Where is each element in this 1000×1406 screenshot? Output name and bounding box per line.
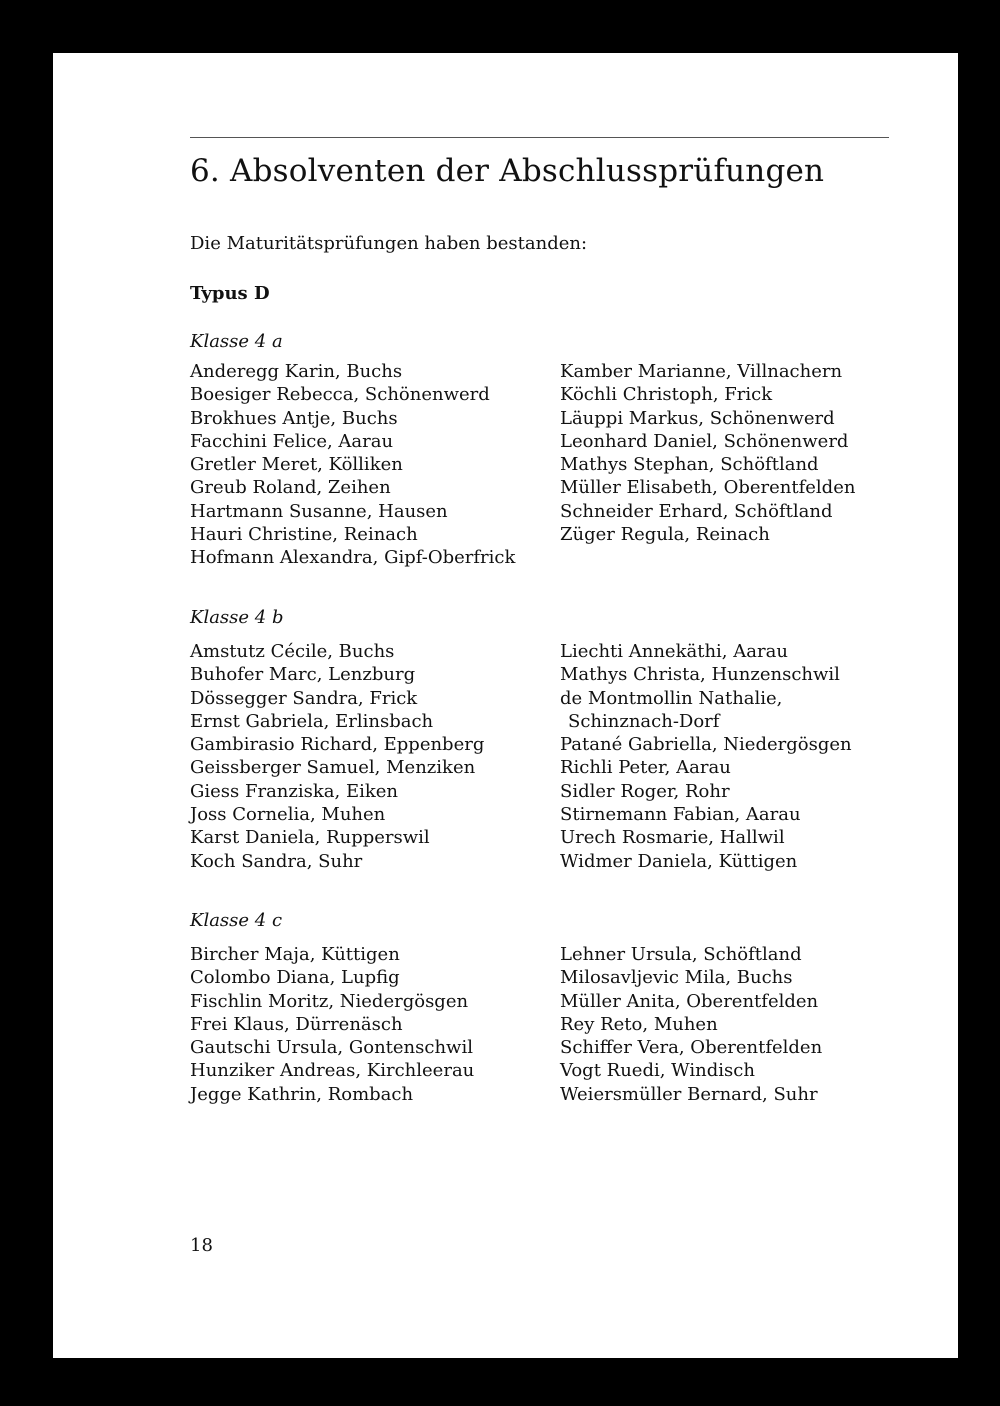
list-item: Lehner Ursula, Schöftland xyxy=(560,944,802,965)
list-item: Bircher Maja, Küttigen xyxy=(190,944,400,965)
top-rule xyxy=(190,137,889,138)
list-item: Richli Peter, Aarau xyxy=(560,757,731,779)
list-item: Vogt Ruedi, Windisch xyxy=(560,1060,755,1082)
list-item: Koch Sandra, Suhr xyxy=(190,850,363,872)
list-item: Ernst Gabriela, Erlinsbach xyxy=(190,710,434,732)
list-item: Läuppi Markus, Schönenwerd xyxy=(560,407,835,429)
list-item: Gretler Meret, Kölliken xyxy=(190,454,403,476)
list-item: de Montmollin Nathalie, xyxy=(560,687,783,709)
list-item: Geissberger Samuel, Menziken xyxy=(190,757,476,779)
class-4c-left-list xyxy=(190,943,474,1106)
list-item: Weiersmüller Bernard, Suhr xyxy=(560,1083,818,1105)
section-heading: 6. Absolventen der Abschlussprüfungen xyxy=(190,153,825,189)
document-page xyxy=(53,53,958,1358)
list-item: Buhofer Marc, Lenzburg xyxy=(190,664,416,686)
list-item: Stirnemann Fabian, Aarau xyxy=(560,804,801,826)
list-item: Hunziker Andreas, Kirchleerau xyxy=(190,1060,475,1082)
list-item: Jegge Kathrin, Rombach xyxy=(190,1083,414,1105)
list-item: Liechti Annekäthi, Aarau xyxy=(560,641,788,662)
list-item: Köchli Christoph, Frick xyxy=(560,384,773,406)
list-item: Milosavljevic Mila, Buchs xyxy=(560,967,793,989)
list-item: Hofmann Alexandra, Gipf-Oberfrick xyxy=(190,547,516,569)
list-item: Schiffer Vera, Oberentfelden xyxy=(560,1037,823,1059)
class-4a-left-list xyxy=(190,360,515,570)
list-item: Amstutz Cécile, Buchs xyxy=(190,641,395,662)
list-item: Schneider Erhard, Schöftland xyxy=(560,500,833,522)
list-item-continuation: Schinznach-Dorf xyxy=(568,710,720,732)
list-item: Sidler Roger, Rohr xyxy=(560,780,730,802)
list-item: Giess Franziska, Eiken xyxy=(190,780,399,802)
list-item: Boesiger Rebecca, Schönenwerd xyxy=(190,384,490,406)
page-number: 18 xyxy=(190,1235,213,1256)
list-item: Karst Daniela, Rupperswil xyxy=(190,827,430,849)
list-item: Urech Rosmarie, Hallwil xyxy=(560,827,785,849)
list-item: Facchini Felice, Aarau xyxy=(190,430,394,452)
list-item: Joss Cornelia, Muhen xyxy=(190,804,386,826)
class-4b-left-list xyxy=(190,640,484,873)
list-item: Hartmann Susanne, Hausen xyxy=(190,500,448,522)
list-item: Dössegger Sandra, Frick xyxy=(190,687,418,709)
list-item: Mathys Christa, Hunzenschwil xyxy=(560,664,840,686)
list-item: Fischlin Moritz, Niedergösgen xyxy=(190,990,469,1012)
list-item: Anderegg Karin, Buchs xyxy=(190,361,403,382)
list-item: Brokhues Antje, Buchs xyxy=(190,407,398,429)
list-item: Züger Regula, Reinach xyxy=(560,524,770,546)
list-item: Frei Klaus, Dürrenäsch xyxy=(190,1013,403,1035)
list-item: Müller Anita, Oberentfelden xyxy=(560,990,819,1012)
list-item: Widmer Daniela, Küttigen xyxy=(560,850,798,872)
list-item: Kamber Marianne, Villnachern xyxy=(560,361,843,382)
list-item: Greub Roland, Zeihen xyxy=(190,477,391,499)
list-item: Gambirasio Richard, Eppenberg xyxy=(190,734,485,756)
intro-text: Die Maturitätsprüfungen haben bestanden: xyxy=(190,233,588,254)
class-label-4b: Klasse 4 b xyxy=(190,607,284,628)
list-item: Mathys Stephan, Schöftland xyxy=(560,454,819,476)
list-item: Hauri Christine, Reinach xyxy=(190,524,418,546)
class-4a-right-list xyxy=(560,360,855,546)
typus-label: Typus D xyxy=(190,283,270,304)
list-item: Gautschi Ursula, Gontenschwil xyxy=(190,1037,473,1059)
class-label-4a: Klasse 4 a xyxy=(190,331,283,352)
list-item: Müller Elisabeth, Oberentfelden xyxy=(560,477,856,499)
list-item: Patané Gabriella, Niedergösgen xyxy=(560,734,852,756)
list-item: Leonhard Daniel, Schönenwerd xyxy=(560,430,849,452)
class-4b-right-list xyxy=(560,640,852,873)
list-item: Colombo Diana, Lupfig xyxy=(190,967,400,989)
list-item: Rey Reto, Muhen xyxy=(560,1013,718,1035)
class-4c-right-list xyxy=(560,943,822,1106)
class-label-4c: Klasse 4 c xyxy=(190,910,283,931)
